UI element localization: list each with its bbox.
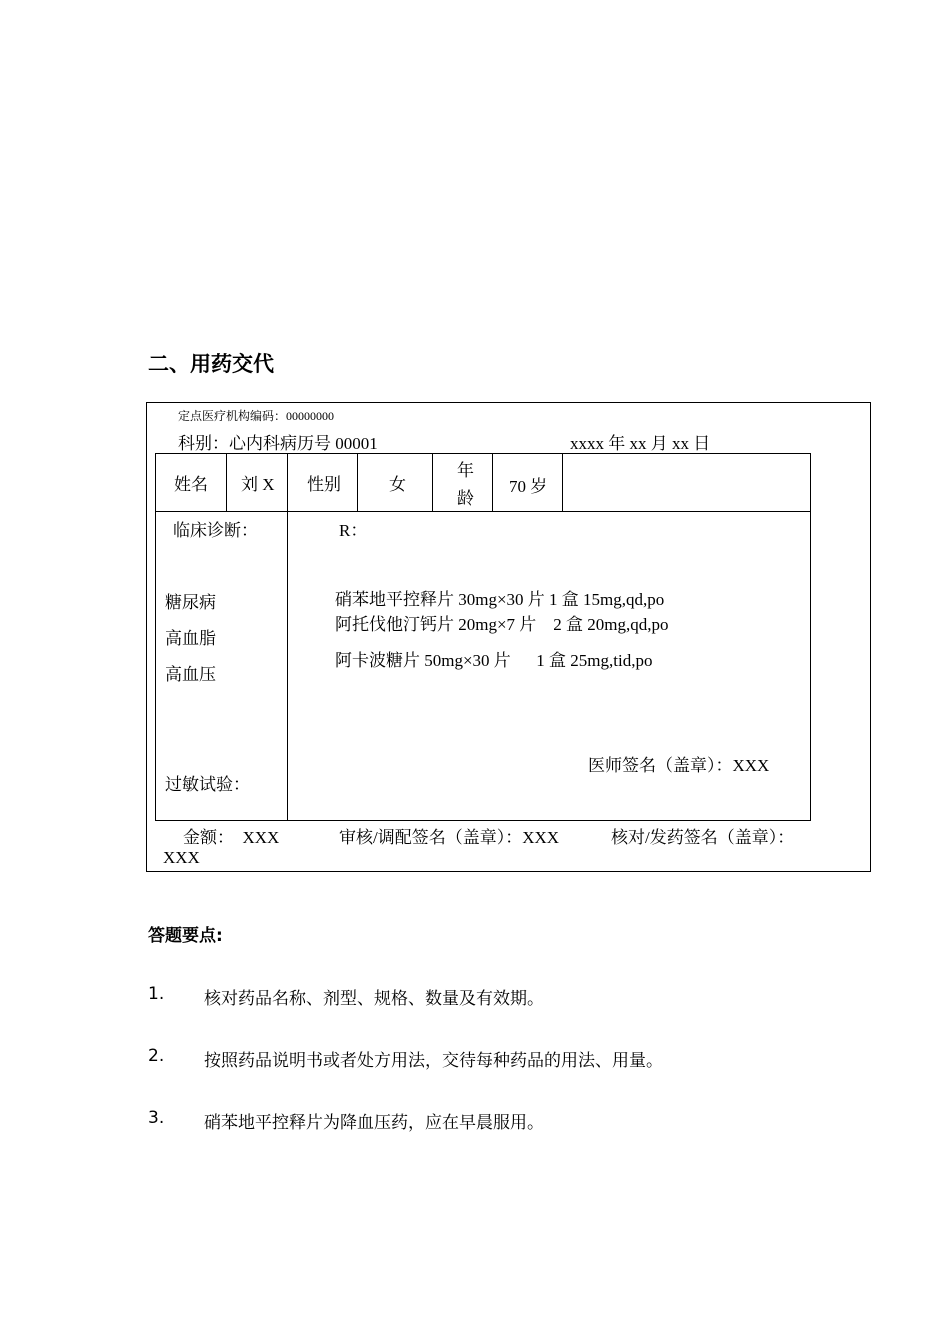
section-title: 二、用药交代 [148,352,274,376]
answer-point-text: 核对药品名称、剂型、规格、数量及有效期。 [204,989,544,1009]
institution-code: 定点医疗机构编码：00000000 [178,409,335,423]
rx-label: R： [339,521,368,540]
gender-value: 女 [389,475,406,494]
age-label-top: 年 [457,461,474,480]
prescription-form [146,402,871,872]
drug-item: 阿卡波糖片 50mg×30 片 1 盒 25mg,tid,po [335,651,653,670]
answer-point-number: 1. [148,984,165,1004]
diagnosis-label: 临床诊断： [173,521,258,540]
drug-item: 阿托伐他汀钙片 20mg×7 片 2 盒 20mg,qd,po [335,615,669,634]
col-divider [357,454,358,511]
diagnosis-item: 高血压 [165,665,216,684]
col-divider [432,454,433,511]
answer-point-text: 按照药品说明书或者处方用法，交待每种药品的用法、用量。 [204,1051,663,1071]
col-divider [492,454,493,511]
age-value: 70 岁 [509,477,548,496]
col-divider [287,454,288,820]
answer-points-title: 答题要点: [148,926,223,946]
diagnosis-item: 高血脂 [165,629,216,648]
answer-point-text: 硝苯地平控释片为降血压药，应在早晨服用。 [204,1113,544,1133]
answer-point-number: 3. [148,1108,165,1128]
prescription-table [155,453,811,821]
review-signature: 审核/调配签名（盖章）：XXX [339,828,560,847]
diagnosis-item: 糖尿病 [165,593,216,612]
dispense-signature: 核对/发药签名（盖章）： [611,828,795,847]
age-label-bottom: 龄 [457,489,474,508]
allergy-label: 过敏试验： [165,775,250,794]
doctor-signature: 医师签名（盖章）：XXX [588,756,770,775]
prescription-date: xxxx 年 xx 月 xx 日 [570,434,711,453]
dispense-value: XXX [163,848,200,867]
name-label: 姓名 [174,475,208,494]
col-divider [226,454,227,511]
department-line: 科别：心内科病历号 00001 [178,434,378,453]
gender-label: 性别 [307,475,341,494]
name-value: 刘 X [241,475,275,494]
row-divider [156,511,810,512]
amount: 金额： XXX [183,828,280,847]
answer-point-number: 2. [148,1046,165,1066]
col-divider [562,454,563,511]
drug-item: 硝苯地平控释片 30mg×30 片 1 盒 15mg,qd,po [335,590,665,609]
